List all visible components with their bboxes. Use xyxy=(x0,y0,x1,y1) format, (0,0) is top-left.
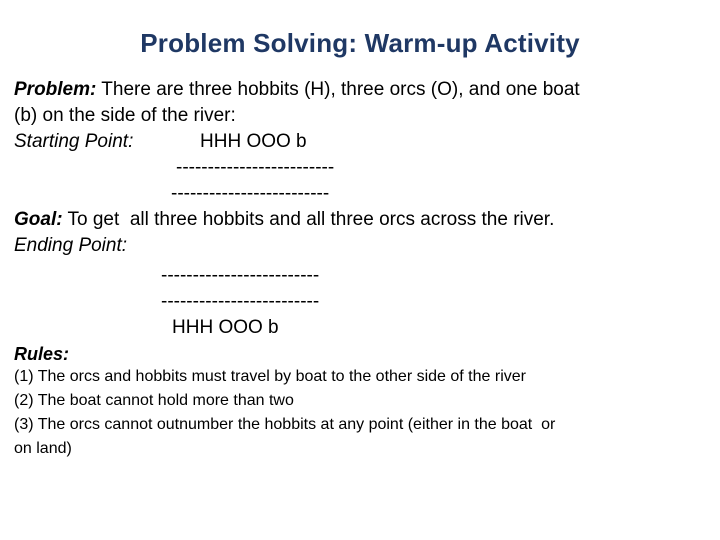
ending-river-line-1: ------------------------- xyxy=(161,265,320,286)
goal-text: To get all three hobbits and all three orcs across the river. xyxy=(62,209,555,230)
problem-label: Problem: xyxy=(14,79,97,100)
page-title: Problem Solving: Warm-up Activity xyxy=(140,28,580,58)
rule-item-3-continued: on land) xyxy=(14,440,72,457)
rule-item-3: (3) The orcs cannot outnumber the hobbits at any point (either in the boat or xyxy=(14,416,556,433)
starting-river-line-2: ------------------------- xyxy=(171,183,330,204)
rules-label: Rules: xyxy=(14,344,70,364)
ending-river-line-2: ------------------------- xyxy=(161,291,320,312)
ending-point-label: Ending Point: xyxy=(14,235,128,256)
starting-river-line-1: ------------------------- xyxy=(176,157,335,178)
rule-item-2: (2) The boat cannot hold more than two xyxy=(14,392,294,409)
starting-point-label: Starting Point: xyxy=(14,131,134,152)
ending-point-value: HHH OOO b xyxy=(172,317,279,338)
goal-line xyxy=(14,207,554,233)
rule-item-1: (1) The orcs and hobbits must travel by boat to the other side of the river xyxy=(14,368,526,385)
problem-text-1: There are three hobbits (H), three orcs (O), and one boat xyxy=(96,79,580,100)
goal-label: Goal: xyxy=(14,209,63,230)
starting-point-value: HHH OOO b xyxy=(200,131,307,152)
problem-line-1 xyxy=(14,77,580,103)
problem-line-2: (b) on the side of the river: xyxy=(14,105,236,126)
